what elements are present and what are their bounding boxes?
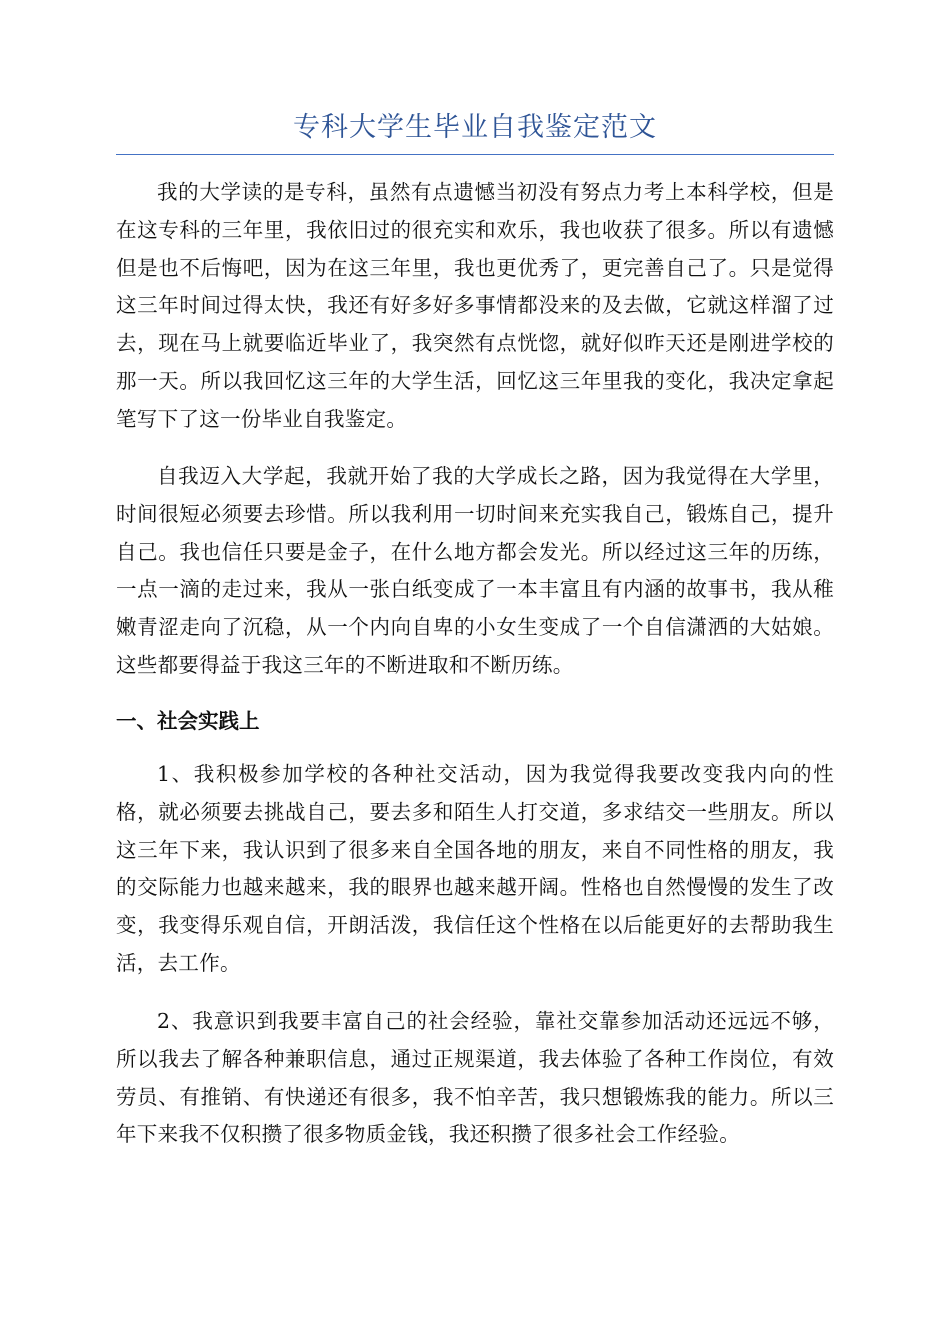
section-heading-social-practice: 一、社会实践上: [116, 709, 260, 733]
title-underline: [116, 154, 834, 155]
paragraph-growth: 自我迈入大学起，我就开始了我的大学成长之路，因为我觉得在大学里，时间很短必须要去珍惜。所以我利用一切时间来充实我自己，锻炼自己，提升自己。我也信任只要是金子，在什么地方都会发光。所以经过这三年的历练，一点一滴的走过来，我从一张白纸变成了一本丰富且有内涵的故事书，我从稚嫩青涩走向了沉稳，从一个内向自卑的小女生变成了一个自信潇洒的大姑娘。这些都要得益于我这三年的不断进取和不断历练。: [116, 464, 834, 677]
page-title: 专科大学生毕业自我鉴定范文: [293, 112, 657, 143]
paragraph-intro: 我的大学读的是专科，虽然有点遗憾当初没有努点力考上本科学校，但是在这专科的三年里，我依旧过的很充实和欢乐，我也收获了很多。所以有遗憾但是也不后悔吧，因为在这三年里，我也更优秀了，更完善自己了。只是觉得这三年时间过得太快，我还有好多好多事情都没来的及去做，它就这样溜了过去，现在马上就要临近毕业了，我突然有点恍惚，就好似昨天还是刚进学校的那一天。所以我回忆这三年的大学生活，回忆这三年里我的变化，我决定拿起笔写下了这一份毕业自我鉴定。: [116, 180, 834, 431]
paragraph-item-2: 2、我意识到我要丰富自己的社会经验，靠社交靠参加活动还远远不够，所以我去了解各种兼职信息，通过正规渠道，我去体验了各种工作岗位，有效劳员、有推销、有快递还有很多，我不怕辛苦，我只想锻炼我的能力。所以三年下来我不仅积攒了很多物质金钱，我还积攒了很多社会工作经验。: [116, 1009, 834, 1147]
paragraph-item-1: 1、我积极参加学校的各种社交活动，因为我觉得我要改变我内向的性格，就必须要去挑战自己，要去多和陌生人打交道，多求结交一些朋友。所以这三年下来，我认识到了很多来自全国各地的朋友，来自不同性格的朋友，我的交际能力也越来越来，我的眼界也越来越开阔。性格也自然慢慢的发生了改变，我变得乐观自信，开朗活泼，我信任这个性格在以后能更好的去帮助我生活，去工作。: [116, 762, 834, 975]
